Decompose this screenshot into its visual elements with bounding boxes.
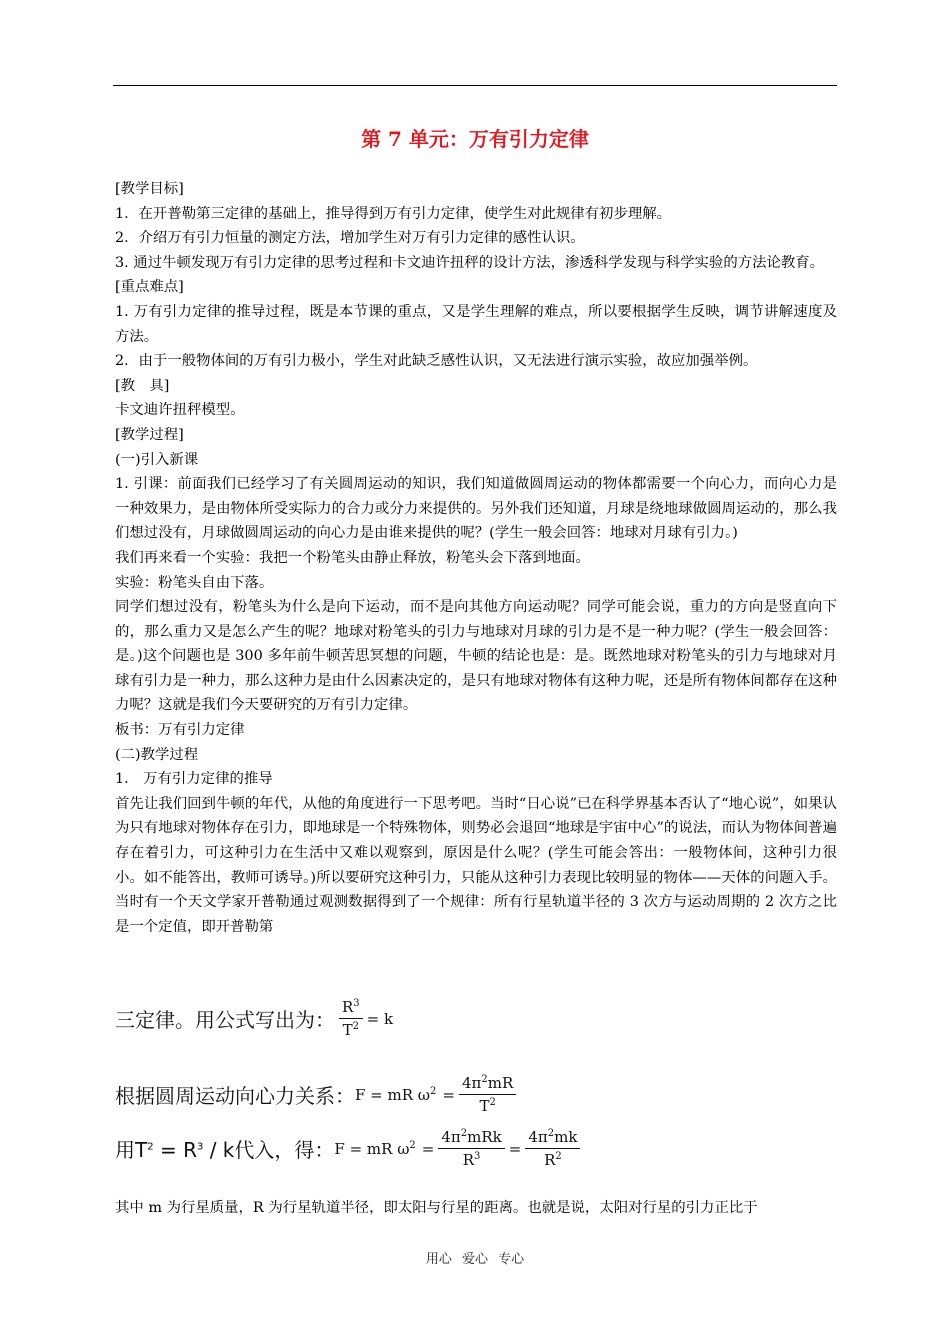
body-text	[115, 177, 837, 939]
centripetal-formula: 根据圆周运动向心力关系： F = mR $\omega^2$ = $\frac{4\pi^2mR}{T^2}$	[115, 1074, 520, 1115]
kepler-formula	[115, 998, 393, 1039]
paragraph: 1． 万有引力定律的推导	[115, 771, 273, 788]
paragraph: 1. 万有引力定律的推导过程，既是本节课的重点，又是学生理解的难点，所以要根据学生反映，调节讲解速度及方法。	[115, 303, 837, 345]
formula-rhs: = k	[366, 1009, 394, 1028]
paragraph: 其中 m 为行星质量，R 为行星轨道半径，即太阳与行星的距离。也就是说，太阳对行星的引力正比于	[115, 1200, 758, 1216]
paragraph: 2．由于一般物体间的万有引力极小，学生对此缺乏感性认识，又无法进行演示实验，故应加强举例。	[115, 353, 758, 370]
substitution-formula: 用$T^2 = R^3 / k$代入，得： F = mR $\omega^2$ = $\frac{4\pi^2mRk}{R^3}$ = $\frac{4\pi^2mk}{R^2}$	[115, 1128, 584, 1169]
paragraph: 实验：粉笔头自由下落。	[115, 574, 274, 591]
formula-prefix: 用$T^2 = R^3 / k$代入，得：	[115, 1138, 335, 1162]
paragraph: 1. 引课：前面我们已经学习了有关圆周运动的知识，我们知道做圆周运动的物体都需要一个向心力，而向心力是一种效果力，是由物体所受实际力的合力或分力来提供的。另外我们还知道，月球是绕地球做圆周运动的，那么我们想过没有，月球做圆周运动的向心力是由谁来提供的呢？(学生一般会回答：地球对月球有引力。)	[115, 476, 837, 542]
formula-prefix: 三定律。用公式写出为：	[115, 1008, 335, 1032]
header-rule	[113, 85, 837, 86]
formula-prefix: 根据圆周运动向心力关系：	[115, 1084, 355, 1108]
paragraph: (一)引入新课	[115, 451, 199, 468]
fraction: $\frac{4\pi^2mk}{R^2}$	[525, 1128, 580, 1169]
section-heading: [重点难点]	[115, 279, 184, 296]
section-heading: [教学目标]	[115, 181, 184, 197]
paragraph: 首先让我们回到牛顿的年代，从他的角度进行一下思考吧。当时“日心说”已在科学界基本否认了“地心说”，如果认为只有地球对物体存在引力，即地球是一个特殊物体，则势必会退回“地球是宇宙中心”的说法，而认为物体间普遍存在着引力，可这种引力在生活中又难以观察到，原因是什么呢？(学生可能会答出：一般物体间，这种引力很小。如不能答出，教师可诱导。)所以要研究这种引力，只能从这种引力表现比较明显的物体——天体的问题入手。当时有一个天文学家开普勒通过观测数据得到了一个规律：所有行星轨道半径的 3 次方与运动周期的 2 次方之比是一个定值，即开普勒第	[115, 795, 837, 935]
paragraph: (二)教学过程	[115, 746, 199, 763]
paragraph: 2．介绍万有引力恒量的测定方法，增加学生对万有引力定律的感性认识。	[115, 230, 585, 247]
section-heading: [教 具]	[115, 377, 170, 394]
page-footer: 用心 爱心 专心	[425, 1252, 525, 1267]
paragraph: 同学们想过没有，粉笔头为什么是向下运动，而不是向其他方向运动呢？同学可能会说，重力的方向是竖直向下的，那么重力又是怎么产生的呢？地球对粉笔头的引力与地球对月球的引力是不是一种力呢？(学生一般会回答：是。)这个问题也是 300 多年前牛顿苦思冥想的问题，牛顿的结论也是：是。既然地球对粉笔头的引力与地球对月球有引力是一种力，那么这种力是由什么因素决定的，是只有地球对物体有这种力呢，还是所有物体间都存在这种力呢？这就是我们今天要研究的万有引力定律。	[115, 599, 837, 714]
fraction: $\frac{4\pi^2mR}{T^2}$	[459, 1074, 516, 1115]
paragraph: 3. 通过牛顿发现万有引力定律的思考过程和卡文迪许扭秤的设计方法，渗透科学发现与科学实验的方法论教育。	[115, 254, 825, 271]
formula-lhs: F = mR $\omega^2$	[334, 1139, 416, 1158]
section-heading: [教学过程]	[115, 426, 184, 443]
formula-lhs: F = mR $\omega^2$	[355, 1085, 437, 1104]
paragraph: 卡文迪许扭秤模型。	[115, 402, 245, 419]
page-title: 第 7 单元：万有引力定律	[361, 127, 589, 151]
fraction: $\frac{4\pi^2mRk}{R^3}$	[438, 1128, 504, 1169]
paragraph: 板书：万有引力定律	[115, 722, 245, 739]
fraction: $\frac{R^3}{T^2}$	[339, 998, 363, 1039]
paragraph: 我们再来看一个实验：我把一个粉笔头由静止释放，粉笔头会下落到地面。	[115, 549, 590, 566]
paragraph: 1．在开普勒第三定律的基础上，推导得到万有引力定律，使学生对此规律有初步理解。	[115, 205, 672, 222]
